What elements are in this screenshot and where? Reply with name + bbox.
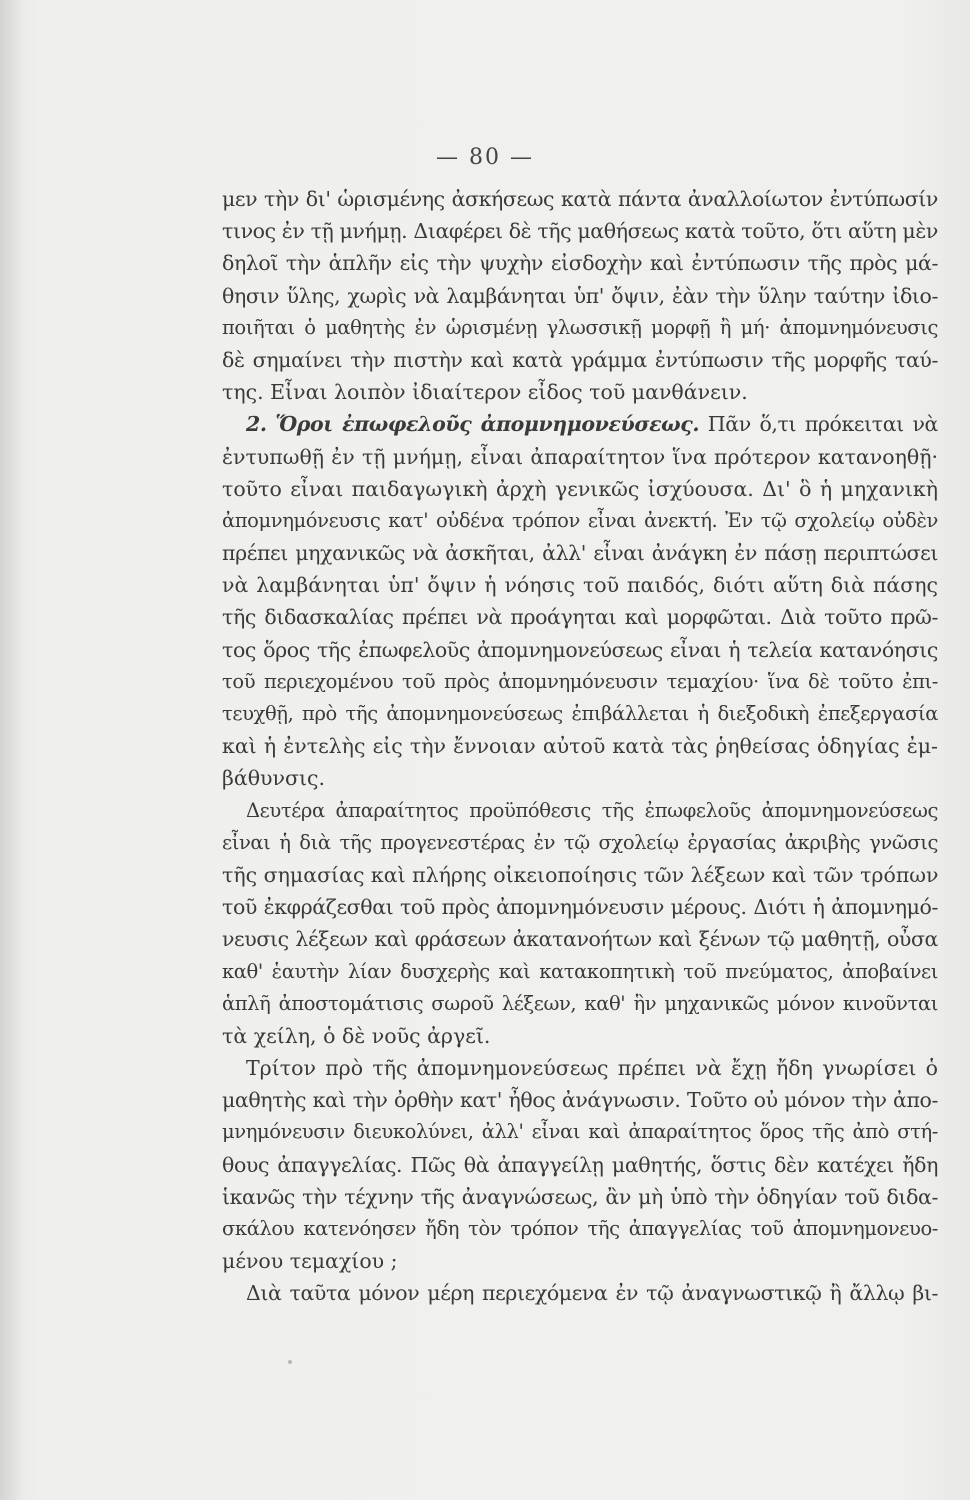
text-line: θους ἀπαγγελίας. Πῶς θὰ ἀπαγγείλῃ μαθητής, ὅστις δὲν κατέχει ἤδη [222, 1152, 938, 1177]
text-line: Δευτέρα ἀπαραίτητος προϋπόθεσις τῆς ἐπωφελοῦς ἀπομνημονεύσεως [246, 798, 938, 822]
text-line: τος ὅρος τῆς ἐπωφελοῦς ἀπομνημονεύσεως εἶναι ἡ τελεία κατανόησις [222, 637, 938, 662]
ink-speck [288, 1360, 292, 1364]
text-line: Διὰ ταῦτα μόνον μέρη περιεχόμενα ἐν τῷ ἀναγνωστικῷ ἢ ἄλλῳ βι- [246, 1281, 938, 1306]
text-line: τὰ χείλη, ὁ δὲ νοῦς ἀργεῖ. [222, 1023, 491, 1048]
text-line: τῆς σημασίας καὶ πλήρης οἰκειοποίησις τῶν λέξεων καὶ τῶν τρόπων [222, 862, 939, 887]
text-line: ἐντυπωθῇ ἐν τῇ μνήμῃ, εἶναι ἀπαραίτητον ἵνα πρότερον κατανοηθῇ· [222, 444, 938, 469]
text-line: Τρίτον πρὸ τῆς ἀπομνημονεύσεως πρέπει νὰ ἔχῃ ἤδη γνωρίσει ὁ [246, 1056, 938, 1081]
section-number: 2. [246, 412, 267, 437]
text-line: σκάλου κατενόησεν ἤδη τὸν τρόπον τῆς ἀπαγγελίας τοῦ ἀπομνημονευο- [222, 1217, 938, 1240]
text-line: πρέπει μηχανικῶς νὰ ἀσκῆται, ἀλλ' εἶναι ἀνάγκη ἐν πάσῃ περιπτώσει [222, 541, 938, 566]
text-line: μένου τεμαχίου ; [222, 1249, 398, 1274]
text-line: βάθυνσις. [222, 766, 325, 791]
text-line: καὶ ἡ ἐντελὴς εἰς τὴν ἔννοιαν αὐτοῦ κατὰ τὰς ῥηθείσας ὁδηγίας ἐμ- [222, 734, 938, 759]
page-number: — 80 — [436, 145, 534, 170]
text-line: ἁπλῆ ἀποστομάτισις σωροῦ λέξεων, καθ' ἣν μηχανικῶς μόνον κινοῦνται [222, 991, 938, 1015]
text-line: της. Εἶναι λοιπὸν ἰδιαίτερον εἶδος τοῦ μανθάνειν. [222, 380, 748, 405]
text-line: μνημόνευσιν διευκολύνει, ἀλλ' εἶναι καὶ ἀπαραίτητος ὅρος τῆς ἀπὸ στή- [222, 1120, 938, 1144]
text-line: τοῦ περιεχομένου τοῦ πρὸς ἀπομνημόνευσιν τεμαχίου· ἵνα δὲ τοῦτο ἐπι- [222, 669, 938, 693]
text-line: θησιν ὕλης, χωρὶς νὰ λαμβάνηται ὑπ' ὄψιν, ἐὰν τὴν ὕλην ταύτην ἰδιο- [222, 283, 938, 308]
text-line: τοῦ ἐκφράζεσθαι τοῦ πρὸς ἀπομνημόνευσιν μέρους. Διότι ἡ ἀπομνημό- [222, 895, 938, 920]
text-line: καθ' ἑαυτὴν λίαν δυσχερὴς καὶ κατακοπητικὴ τοῦ πνεύματος, ἀποβαίνει [222, 959, 938, 983]
text-line: εἶναι ἡ διὰ τῆς προγενεστέρας ἐν τῷ σχολείῳ ἐργασίας ἀκριβὴς γνῶσις [222, 830, 938, 854]
text-line: τοῦτο εἶναι παιδαγωγικὴ ἀρχὴ γενικῶς ἰσχύουσα. Δι' ὃ ἡ μηχανικὴ [222, 476, 938, 501]
section-title: Ὅροι ἐπωφελοῦς ἀπομνημονεύσεως. [275, 412, 700, 437]
page-edge-shadow [0, 0, 22, 1500]
text-line: τινος ἐν τῇ μνήμῃ. Διαφέρει δὲ τῆς μαθήσεως κατὰ τοῦτο, ὅτι αὕτη μὲν [222, 219, 938, 244]
text-line: δὲ σημαίνει τὴν πιστὴν καὶ κατὰ γράμμα ἐντύπωσιν τῆς μορφῆς ταύ- [222, 347, 938, 372]
text-line: ἀπομνημόνευσις κατ' οὐδένα τρόπον εἶναι ἀνεκτή. Ἐν τῷ σχολείῳ οὐδὲν [222, 508, 938, 532]
body-text [222, 183, 938, 1310]
text-line: τευχθῇ, πρὸ τῆς ἀπομνημονεύσεως ἐπιβάλλεται ἡ διεξοδικὴ ἐπεξεργασία [222, 702, 938, 725]
section-heading-line [222, 408, 938, 440]
text-line: δηλοῖ τὴν ἁπλῆν εἰς τὴν ψυχὴν εἰσδοχὴν καὶ ἐντύπωσιν τῆς πρὸς μά- [222, 251, 938, 276]
text-line: μαθητὴς καὶ τὴν ὀρθὴν κατ' ἦθος ἀνάγνωσιν. Τοῦτο οὐ μόνον τὴν ἀπο- [222, 1088, 938, 1113]
text-line: ποιῆται ὁ μαθητὴς ἐν ὡρισμένῃ γλωσσικῇ μορφῇ ἢ μή· ἀπομνημόνευσις [222, 315, 938, 339]
text-line: ἱκανῶς τὴν τέχνην τῆς ἀναγνώσεως, ἂν μὴ ὑπὸ τὴν ὁδηγίαν τοῦ διδα- [222, 1184, 938, 1209]
text-line: μεν τὴν δι' ὡρισμένης ἀσκήσεως κατὰ πάντα ἀναλλοίωτον ἐντύπωσίν [222, 187, 938, 211]
text-line: νευσις λέξεων καὶ φράσεων ἀκατανοήτων καὶ ξένων τῷ μαθητῇ, οὖσα [222, 927, 938, 952]
text-line: τῆς διδασκαλίας πρέπει νὰ προάγηται καὶ μορφῶται. Διὰ τοῦτο πρῶ- [222, 605, 938, 630]
section-heading-rest: Πᾶν ὅ,τι πρόκειται νὰ [707, 412, 938, 437]
text-line: νὰ λαμβάνηται ὑπ' ὄψιν ἡ νόησις τοῦ παιδός, διότι αὕτη διὰ πάσης [222, 573, 938, 598]
